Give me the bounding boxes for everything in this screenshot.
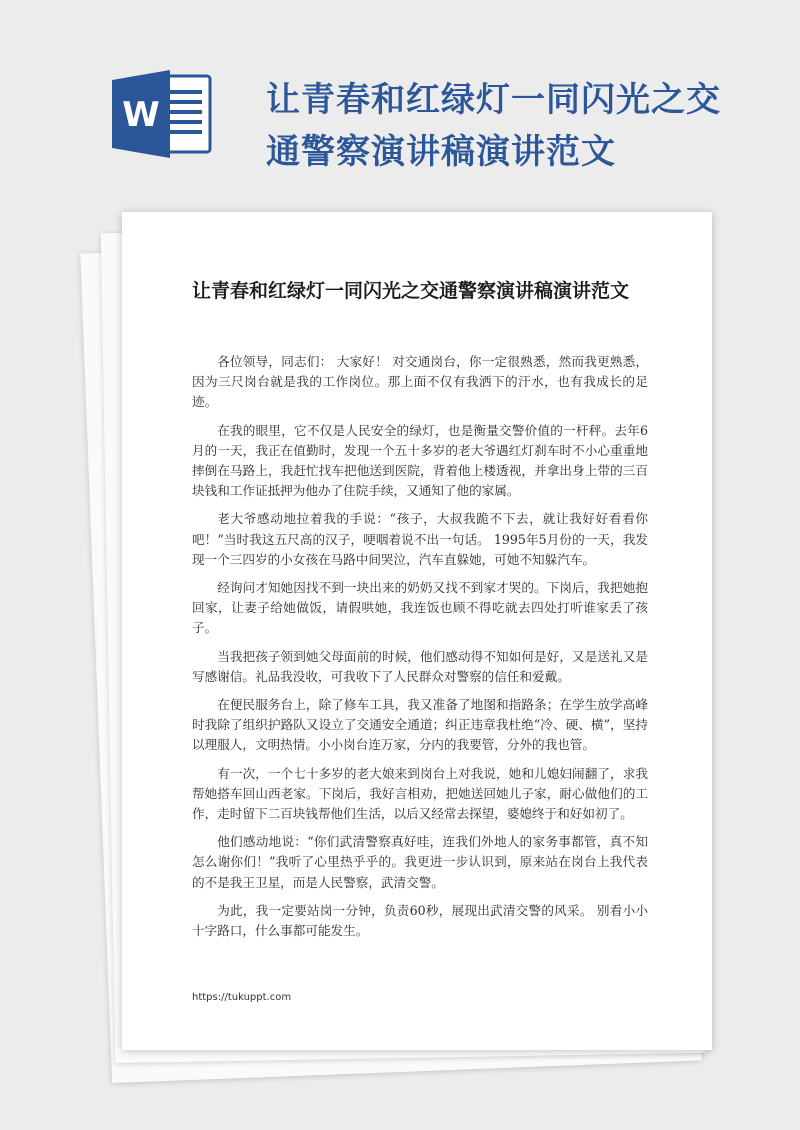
word-document-icon — [112, 68, 214, 160]
paragraph: 在我的眼里，它不仅是人民安全的绿灯，也是衡量交警价值的一杆秤。去年6月的一天，我正在值勤时，发现一个五十多岁的老大爷遇红灯刹车时不小心重重地摔倒在马路上，我赶忙找车把他送到医院，背着他上楼透视，并拿出身上带的三百块钱和工作证抵押为他办了住院手续，又通知了他的家属。 — [192, 422, 648, 499]
paragraph: 老大爷感动地拉着我的手说：“孩子，大叔我跪不下去，就让我好好看看你吧！”当时我这五尺高的汉子，哽咽着说不出一句话。 1995年5月份的一天，我发现一个三四岁的小女孩在马路中间哭泣，汽车直躲她，可她不知躲汽车。 — [192, 511, 648, 567]
paragraph: 各位领导，同志们： 大家好！ 对交通岗台，你一定很熟悉，然而我更熟悉，因为三尺岗台就是我的工作岗位。那上面不仅有我洒下的汗水，也有我成长的足迹。 — [192, 354, 648, 410]
paragraph: 有一次，一个七十多岁的老大娘来到岗台上对我说，她和儿媳妇闹翻了，求我帮她搭车回山西老家。下岗后，我好言相劝，把她送回她儿子家，耐心做他们的工作，走时留下二百块钱帮他们生活，以后又经常去探望，婆媳终于和好如初了。 — [192, 765, 648, 822]
paragraph: 经询问才知她因找不到一块出来的奶奶又找不到家才哭的。下岗后，我把她抱回家，让妻子给她做饭，请假哄她，我连饭也顾不得吃就去四处打听谁家丢了孩子。 — [192, 580, 648, 636]
svg-text:W: W — [122, 95, 160, 135]
document-body — [192, 352, 648, 949]
paragraph: 在便民服务台上，除了修车工具，我又准备了地图和指路条；在学生放学高峰时我除了组织护路队又设立了交通安全通道；纠正违章我杜绝“冷、硬、横”，坚持以理服人，文明热情。小小岗台连万家，分内的我要管，分外的我也管。 — [192, 697, 648, 753]
header-banner — [0, 0, 800, 210]
header-title: 让青春和红绿灯一同闪光之交通警察演讲稿演讲范文 — [266, 80, 721, 172]
source-url: https://tukuppt.com — [192, 992, 292, 1003]
paragraph: 他们感动地说：“你们武清警察真好哇，连我们外地人的家务事都管，真不知怎么谢你们！”我听了心里热乎乎的。我更进一步认识到，原来站在岗台上我代表的不是我王卫星，而是人民警察，武清交警。 — [192, 834, 648, 890]
paragraph: 为此，我一定要站岗一分钟，负责60秒，展现出武清交警的风采。 别看小小十字路口，什么事都可能发生。 — [192, 902, 648, 939]
paragraph: 当我把孩子领到她父母面前的时候，他们感动得不知如何是好，又是送礼又是写感谢信。礼品我没收，可我收下了人民群众对警察的信任和爱戴。 — [192, 648, 648, 684]
document-title: 让青春和红绿灯一同闪光之交通警察演讲稿演讲范文 — [192, 280, 630, 302]
document-page — [122, 212, 712, 1050]
